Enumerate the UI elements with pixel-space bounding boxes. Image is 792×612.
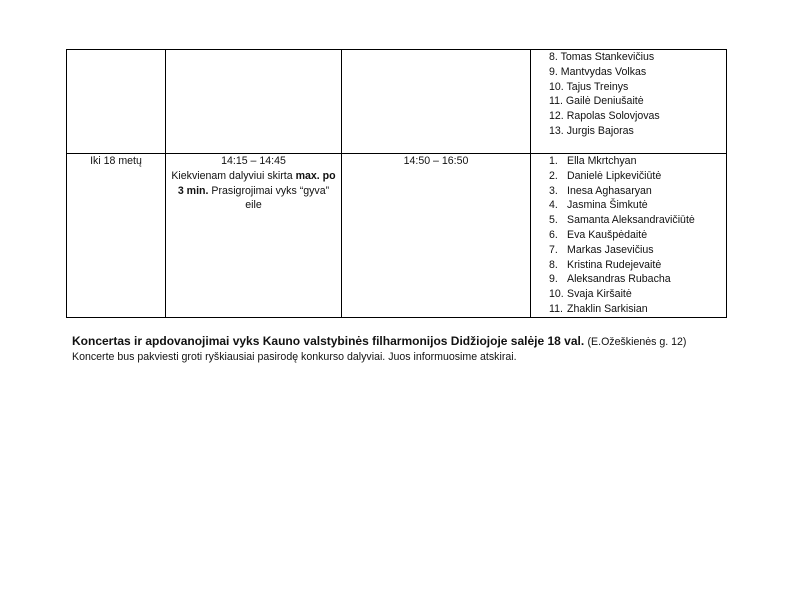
performance-time-cell [342, 154, 531, 318]
list-item: 1. Ella Mkrtchyan [549, 155, 637, 167]
list-item: 9. Aleksandras Rubacha [549, 273, 671, 286]
rehearsal-time: 14:15 – 14:45 [221, 155, 286, 167]
list-item: 12. Rapolas Solovjovas [549, 110, 660, 123]
list-item: 3. Inesa Aghasaryan [549, 184, 652, 197]
table-row [67, 50, 727, 154]
concert-note: Koncerte bus pakviesti groti ryškiausiai pasirodę konkurso dalyviai. Juos informuosime atskirai. [72, 351, 517, 363]
participants-cell [531, 154, 727, 318]
performance-time-cell [342, 50, 531, 154]
concert-info [72, 333, 752, 365]
list-item: 2. Danielė Lipkevičiūtė [549, 169, 662, 182]
schedule-table [66, 49, 727, 318]
table-row [67, 154, 727, 318]
concert-announcement: Koncertas ir apdovanojimai vyks Kauno valstybinės filharmonijos Didžiojoje salėje 18 val. (E.Ožeškienės g. 12) [72, 334, 687, 348]
participants-cell [531, 50, 727, 154]
rehearsal-cell [166, 50, 342, 154]
age-group-cell [67, 154, 166, 318]
list-item: 11. Gailė Deniušaitė [549, 95, 644, 108]
rehearsal-note: Kiekvienam dalyviui skirta max. po 3 min. Prasigrojimai vyks “gyva” eile [171, 169, 336, 212]
age-group: Iki 18 metų [90, 155, 142, 167]
age-group-cell [67, 50, 166, 154]
list-item: 6. Eva Kaušpėdaitė [549, 228, 648, 241]
list-item: 9. Mantvydas Volkas [549, 65, 647, 78]
list-item: 10. Svaja Kiršaitė [549, 288, 632, 301]
performance-time: 14:50 – 16:50 [403, 155, 469, 167]
participant-list [534, 50, 723, 139]
list-item: 11. Zhaklin Sarkisian [549, 302, 648, 315]
list-item: 4. Jasmina Šimkutė [549, 199, 648, 212]
rehearsal-cell [166, 154, 342, 318]
list-item: 13. Jurgis Bajoras [549, 124, 634, 137]
list-item: 8. Tomas Stankevičius [549, 51, 655, 63]
concert-address: (E.Ožeškienės g. 12) [587, 336, 687, 348]
list-item: 10. Tajus Treinys [549, 80, 629, 93]
list-item: 5. Samanta Aleksandravičiūtė [549, 214, 695, 227]
list-item: 8. Kristina Rudejevaitė [549, 258, 662, 271]
participant-list [534, 154, 723, 317]
list-item: 7. Markas Jasevičius [549, 243, 654, 256]
